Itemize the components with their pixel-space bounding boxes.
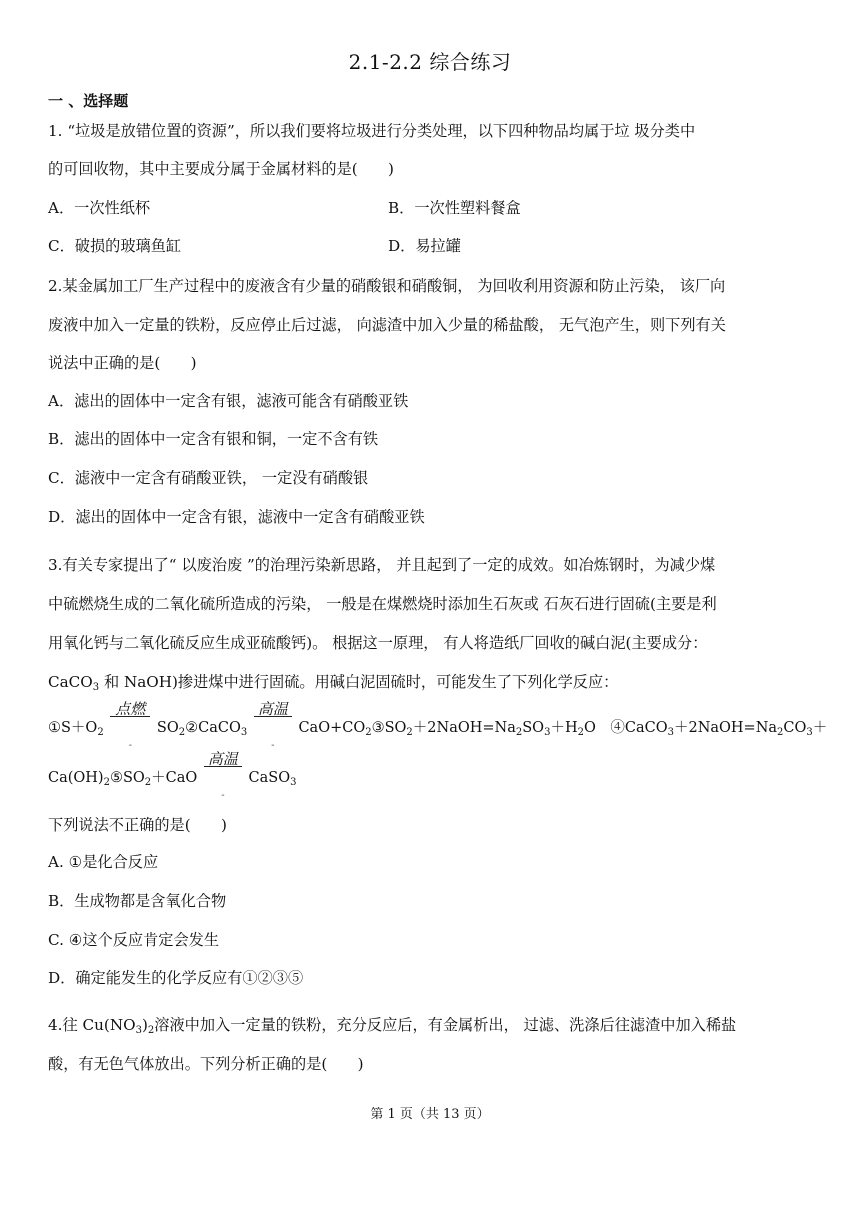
q3-line2: 中硫燃烧生成的二氧化硫所造成的污染， 一般是在煤燃烧时添加生石灰或 石灰石进行固硫(主要是利 [48,595,717,613]
q3-option-b: B．生成物都是含氧化合物 [48,892,227,910]
q3-line1: 3.有关专家提出了“ 以废治废 ”的治理污染新思路， 并且起到了一定的成效。如冶炼钢时，为减少煤 [48,556,716,574]
section-heading: 一 、选择题 [48,92,129,110]
q3-question: 下列说法不正确的是( ) [48,816,227,834]
q1-option-d: D．易拉罐 [388,237,461,255]
q2-option-d: D．滤出的固体中一定含有银，滤液中一定含有硝酸亚铁 [48,508,425,526]
q3-equations-row2: $Ca(OH)_2⑤SO_2+CaO$ 高温 - CaSO$_3$ [48,750,297,801]
condition-high-temp-2: 高温 - [204,768,242,788]
q3-equations-row1: $①S+O_2$ 点燃 - $SO_2②CaCO_3$ 高温 - $CaO+CO_2③SO_2+2NaOH=Na_2SO_3+H_2O$ $④CaCO_3+2NaOH=Na_2CO_3+$ [48,700,828,751]
q2-line1: 2.某金属加工厂生产过程中的废液含有少量的硝酸银和硝酸铜， 为回收利用资源和防止污染， 该厂向 [48,277,726,295]
q2-option-b: B．滤出的固体中一定含有银和铜，一定不含有铁 [48,430,379,448]
page-footer: 第 1 页（共 13 页） [370,1107,490,1122]
q3-line4: CaCO$_3$ 和 NaOH)掺进煤中进行固硫。用碱白泥固硫时，可能发生了下列化学反应： [48,673,619,693]
condition-ignite: 点燃 - [110,718,150,738]
q3-option-c: C. ④这个反应肯定会发生 [48,931,220,949]
q3-option-d: D．确定能发生的化学反应有①②③⑤ [48,969,304,987]
q3-line3: 用氧化钙与二氧化硫反应生成亚硫酸钙)。 根据这一原理， 有人将造纸厂回收的碱白泥(主要成分： [48,634,708,652]
q2-option-c: C．滤液中一定含有硝酸亚铁， 一定没有硝酸银 [48,469,369,487]
q1-option-c: C．破损的玻璃鱼缸 [48,237,182,255]
condition-high-temp-1: 高温 - [254,718,292,738]
q2-option-a: A．滤出的固体中一定含有银，滤液可能含有硝酸亚铁 [48,392,409,410]
page-title: 2.1-2.2 综合练习 [348,50,512,74]
q1-line2: 的可回收物，其中主要成分属于金属材料的是( ) [48,160,394,178]
q4-line2: 酸，有无色气体放出。下列分析正确的是( ) [48,1055,364,1073]
q3-option-a: A. ①是化合反应 [48,853,159,871]
q2-line2: 废液中加入一定量的铁粉，反应停止后过滤， 向滤渣中加入少量的稀盐酸， 无气泡产生，则下列有关 [48,316,726,334]
q1-line1: 1. “垃圾是放错位置的资源”，所以我们要将垃圾进行分类处理，以下四种物品均属于垃 圾分类中 [48,122,696,140]
q1-option-a: A．一次性纸杯 [48,199,151,217]
q1-option-b: B．一次性塑料餐盒 [388,199,521,217]
q4-line1: 4.往 $Cu(NO_3)_2$溶液中加入一定量的铁粉，充分反应后，有金属析出， 过滤、洗涤后往滤渣中加入稀盐 [48,1016,737,1036]
q2-line3: 说法中正确的是( ) [48,354,197,372]
